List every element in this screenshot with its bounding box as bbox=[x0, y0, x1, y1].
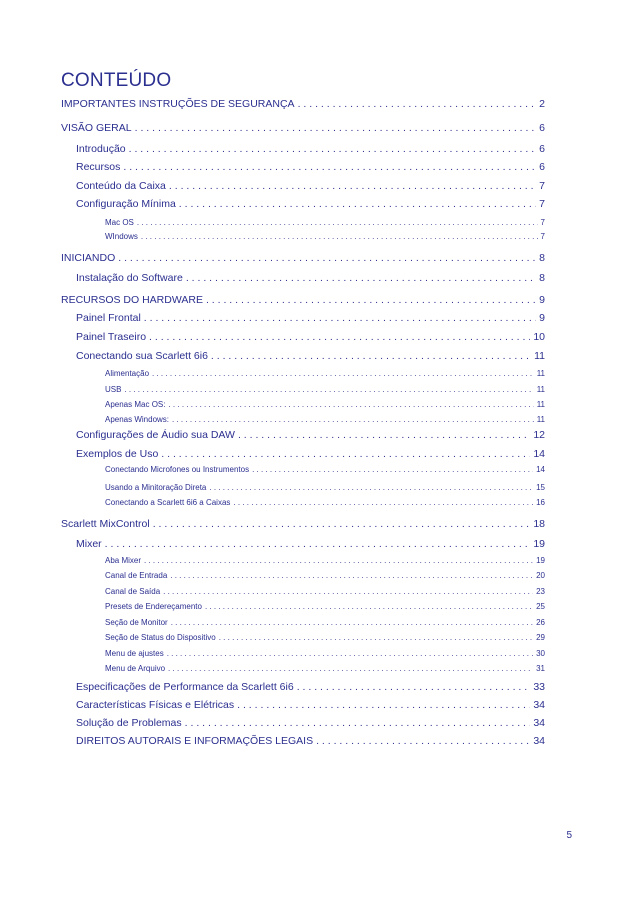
page-number: 5 bbox=[566, 830, 572, 841]
toc-entry-page: 29 bbox=[536, 633, 545, 642]
toc-entry-page: 8 bbox=[539, 252, 545, 264]
dot-leader bbox=[141, 231, 538, 242]
toc-entry-label: Mac OS bbox=[105, 218, 134, 227]
toc-entry-page: 26 bbox=[536, 618, 545, 627]
toc-entry-label: VISÃO GERAL bbox=[61, 122, 132, 134]
toc-entry-label: Usando a Minitoração Direta bbox=[105, 483, 207, 492]
toc-entry-page: 18 bbox=[533, 518, 545, 530]
dot-leader bbox=[172, 414, 534, 425]
toc-entry[interactable] bbox=[76, 179, 545, 193]
toc-entry[interactable] bbox=[61, 251, 545, 265]
dot-leader bbox=[153, 517, 531, 531]
toc-entry[interactable] bbox=[105, 384, 545, 395]
dot-leader bbox=[171, 617, 533, 628]
toc-entry-label: RECURSOS DO HARDWARE bbox=[61, 294, 203, 306]
dot-leader bbox=[168, 399, 533, 410]
toc-entry-page: 14 bbox=[536, 465, 545, 474]
toc-entry-label: Mixer bbox=[76, 538, 102, 550]
toc-entry[interactable] bbox=[76, 271, 545, 285]
toc-entry-label: Seção de Status do Dispositivo bbox=[105, 633, 216, 642]
dot-leader bbox=[118, 251, 536, 265]
dot-leader bbox=[186, 271, 536, 285]
dot-leader bbox=[238, 428, 530, 442]
toc-entry[interactable] bbox=[105, 399, 545, 410]
dot-leader bbox=[168, 663, 533, 674]
toc-entry-label: Menu de Arquivo bbox=[105, 664, 166, 673]
dot-leader bbox=[233, 497, 533, 508]
toc-entry-page: 19 bbox=[533, 538, 545, 550]
dot-leader bbox=[123, 160, 536, 174]
dot-leader bbox=[137, 217, 538, 228]
dot-leader bbox=[219, 632, 533, 643]
dot-leader bbox=[237, 698, 530, 712]
toc-entry-page: 19 bbox=[536, 556, 545, 565]
dot-leader bbox=[297, 680, 531, 694]
toc-entry-page: 33 bbox=[533, 681, 545, 693]
toc-entry[interactable] bbox=[105, 231, 545, 242]
toc-entry-page: 9 bbox=[539, 312, 545, 324]
toc-entry-page: 11 bbox=[536, 400, 545, 409]
toc-entry-page: 7 bbox=[539, 198, 545, 210]
toc-entry-label: Recursos bbox=[76, 161, 121, 173]
toc-entry[interactable] bbox=[76, 716, 545, 730]
toc-entry-page: 20 bbox=[536, 571, 545, 580]
dot-leader bbox=[170, 570, 533, 581]
toc-entry-label: Painel Frontal bbox=[76, 312, 141, 324]
toc-entry-page: 2 bbox=[539, 98, 545, 110]
dot-leader bbox=[298, 97, 537, 111]
toc-entry-page: 11 bbox=[534, 350, 545, 362]
toc-entry[interactable] bbox=[76, 311, 545, 325]
toc-entry-label: Seção de Monitor bbox=[105, 618, 168, 627]
toc-entry-label: Presets de Endereçamento bbox=[105, 602, 202, 611]
toc-entry-label: Canal de Entrada bbox=[105, 571, 168, 580]
dot-leader bbox=[316, 734, 530, 748]
toc-entry-label: Apenas Windows: bbox=[105, 415, 170, 424]
toc-entry[interactable] bbox=[105, 570, 545, 581]
toc-entry[interactable] bbox=[105, 368, 545, 379]
toc-entry-page: 8 bbox=[539, 272, 545, 284]
toc-entry-page: 34 bbox=[533, 699, 545, 711]
dot-leader bbox=[211, 349, 531, 363]
toc-entry[interactable] bbox=[76, 197, 545, 211]
toc-entry-label: Menu de ajustes bbox=[105, 649, 164, 658]
toc-entry-label: Configuração Mínima bbox=[76, 198, 176, 210]
toc-entry[interactable] bbox=[61, 121, 545, 135]
dot-leader bbox=[169, 179, 536, 193]
toc-entry[interactable] bbox=[76, 349, 545, 363]
toc-entry-label: INICIANDO bbox=[61, 252, 116, 264]
toc-entry-page: 10 bbox=[533, 331, 545, 343]
toc-entry-label: Alimentação bbox=[105, 369, 150, 378]
toc-entry-page: 6 bbox=[539, 122, 545, 134]
toc-entry[interactable] bbox=[61, 293, 545, 307]
toc-entry-label: Especificações de Performance da Scarlett 6i6 bbox=[76, 681, 294, 693]
toc-entry[interactable] bbox=[105, 617, 545, 628]
toc-entry[interactable] bbox=[76, 428, 545, 442]
toc-entry-label: Exemplos de Uso bbox=[76, 448, 159, 460]
dot-leader bbox=[167, 648, 533, 659]
toc-entry-label: DIREITOS AUTORAIS E INFORMAÇÕES LEGAIS bbox=[76, 735, 314, 747]
toc-entry-page: 7 bbox=[540, 218, 545, 227]
toc-entry[interactable] bbox=[105, 414, 545, 425]
toc-entry[interactable] bbox=[105, 497, 545, 508]
toc-entry[interactable] bbox=[105, 217, 545, 228]
toc-entry-label: Conectando a Scarlett 6i6 a Caixas bbox=[105, 498, 231, 507]
toc-entry-label: USB bbox=[105, 385, 122, 394]
toc-entry-page: 34 bbox=[533, 717, 545, 729]
dot-leader bbox=[105, 537, 531, 551]
toc-entry-label: Conteúdo da Caixa bbox=[76, 180, 166, 192]
toc-entry-label: Características Físicas e Elétricas bbox=[76, 699, 235, 711]
toc-entry-page: 6 bbox=[539, 143, 545, 155]
toc-entry-label: Aba Mixer bbox=[105, 556, 142, 565]
toc-entry-page: 23 bbox=[536, 587, 545, 596]
toc-entry-page: 7 bbox=[540, 232, 545, 241]
toc-entry-label: Scarlett MixControl bbox=[61, 518, 150, 530]
toc-entry-page: 16 bbox=[536, 498, 545, 507]
toc-entry[interactable] bbox=[105, 648, 545, 659]
toc-entry-label: Solução de Problemas bbox=[76, 717, 182, 729]
toc-entry[interactable] bbox=[105, 482, 545, 493]
toc-entry-label: Apenas Mac OS: bbox=[105, 400, 166, 409]
toc-entry[interactable] bbox=[76, 680, 545, 694]
toc-entry[interactable] bbox=[76, 537, 545, 551]
toc-entry-page: 6 bbox=[539, 161, 545, 173]
dot-leader bbox=[209, 482, 533, 493]
dot-leader bbox=[135, 121, 537, 135]
toc-entry[interactable] bbox=[105, 601, 545, 612]
toc-entry[interactable] bbox=[76, 330, 545, 344]
toc-entry-page: 31 bbox=[536, 664, 545, 673]
toc-entry[interactable] bbox=[61, 97, 545, 111]
toc-entry-page: 15 bbox=[536, 483, 545, 492]
toc-entry[interactable] bbox=[105, 663, 545, 674]
toc-entry-label: Conectando sua Scarlett 6i6 bbox=[76, 350, 208, 362]
dot-leader bbox=[185, 716, 531, 730]
dot-leader bbox=[144, 311, 536, 325]
toc-entry-page: 11 bbox=[536, 369, 545, 378]
toc-entry[interactable] bbox=[76, 447, 545, 461]
toc-entry-label: IMPORTANTES INSTRUÇÕES DE SEGURANÇA bbox=[61, 98, 295, 110]
toc-entry[interactable] bbox=[76, 734, 545, 748]
dot-leader bbox=[206, 293, 536, 307]
dot-leader bbox=[252, 464, 533, 475]
dot-leader bbox=[129, 142, 537, 156]
toc-entry-page: 12 bbox=[533, 429, 545, 441]
dot-leader bbox=[124, 384, 533, 395]
dot-leader bbox=[149, 330, 530, 344]
toc-entry-page: 7 bbox=[539, 180, 545, 192]
toc-entry-label: Canal de Saída bbox=[105, 587, 161, 596]
dot-leader bbox=[163, 586, 533, 597]
toc-entry-label: Configurações de Áudio sua DAW bbox=[76, 429, 235, 441]
toc-entry[interactable] bbox=[105, 555, 545, 566]
dot-leader bbox=[144, 555, 533, 566]
dot-leader bbox=[179, 197, 536, 211]
toc-entry-page: 25 bbox=[536, 602, 545, 611]
dot-leader bbox=[205, 601, 533, 612]
toc-entry-label: Instalação do Software bbox=[76, 272, 183, 284]
toc-entry-label: Painel Traseiro bbox=[76, 331, 147, 343]
toc-entry[interactable] bbox=[105, 464, 545, 475]
toc-entry-page: 11 bbox=[536, 415, 545, 424]
dot-leader bbox=[161, 447, 530, 461]
toc-entry[interactable] bbox=[76, 160, 545, 174]
toc-entry[interactable] bbox=[76, 698, 545, 712]
toc-entry-label: WIndows bbox=[105, 232, 138, 241]
toc-entry-page: 9 bbox=[539, 294, 545, 306]
toc-entry-label: Introdução bbox=[76, 143, 126, 155]
toc-entry[interactable] bbox=[105, 632, 545, 643]
dot-leader bbox=[152, 368, 534, 379]
toc-entry-page: 30 bbox=[536, 649, 545, 658]
page-title: CONTEÚDO bbox=[61, 70, 172, 91]
toc-entry[interactable] bbox=[105, 586, 545, 597]
toc-entry-page: 14 bbox=[533, 448, 545, 460]
toc-entry[interactable] bbox=[76, 142, 545, 156]
toc-entry[interactable] bbox=[61, 517, 545, 531]
toc-entry-page: 34 bbox=[533, 735, 545, 747]
toc-entry-label: Conectando Microfones ou Instrumentos bbox=[105, 465, 250, 474]
toc-entry-page: 11 bbox=[536, 385, 545, 394]
